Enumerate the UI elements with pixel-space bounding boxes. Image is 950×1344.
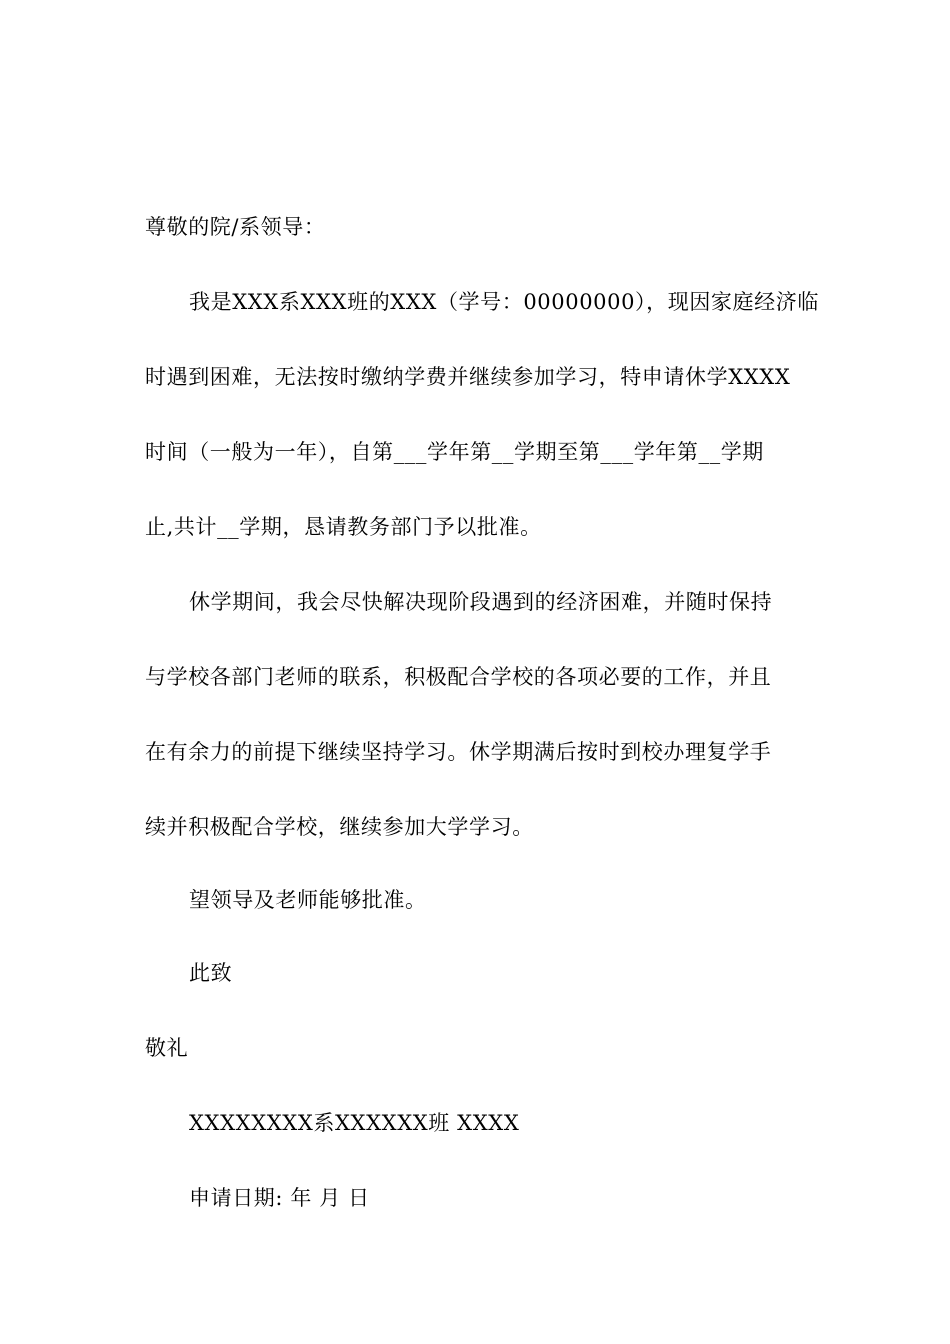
closing-jing-li: 敬礼 [145,1036,189,1060]
application-date: 申请日期: 年 月 日 [189,1186,370,1210]
hope-line: 望领导及老师能够批准。 [189,888,427,912]
paragraph1-line3: 时间（一般为一年），自第___学年第__学期至第___学年第__学期 [145,440,764,464]
paragraph2-line4: 续并积极配合学校，继续参加大学学习。 [145,815,534,839]
closing-ci-zhi: 此致 [189,961,233,985]
paragraph1-line2: 时遇到困难，无法按时缴纳学费并继续参加学习，特申请休学XXXX [145,365,791,389]
paragraph2-line3: 在有余力的前提下继续坚持学习。休学期满后按时到校办理复学手 [145,740,772,764]
paragraph2-line2: 与学校各部门老师的联系，积极配合学校的各项必要的工作，并且 [145,665,772,689]
paragraph1-line4: 止,共计__学期，恳请教务部门予以批准。 [145,515,542,539]
paragraph1-line1: 我是XXX系XXX班的XXX（学号：00000000），现因家庭经济临 [189,290,819,314]
salutation: 尊敬的院/系领导： [145,215,326,239]
signature-line: XXXXXXXX系XXXXXX班 XXXX [189,1111,520,1135]
paragraph2-line1: 休学期间，我会尽快解决现阶段遇到的经济困难，并随时保持 [189,590,773,614]
